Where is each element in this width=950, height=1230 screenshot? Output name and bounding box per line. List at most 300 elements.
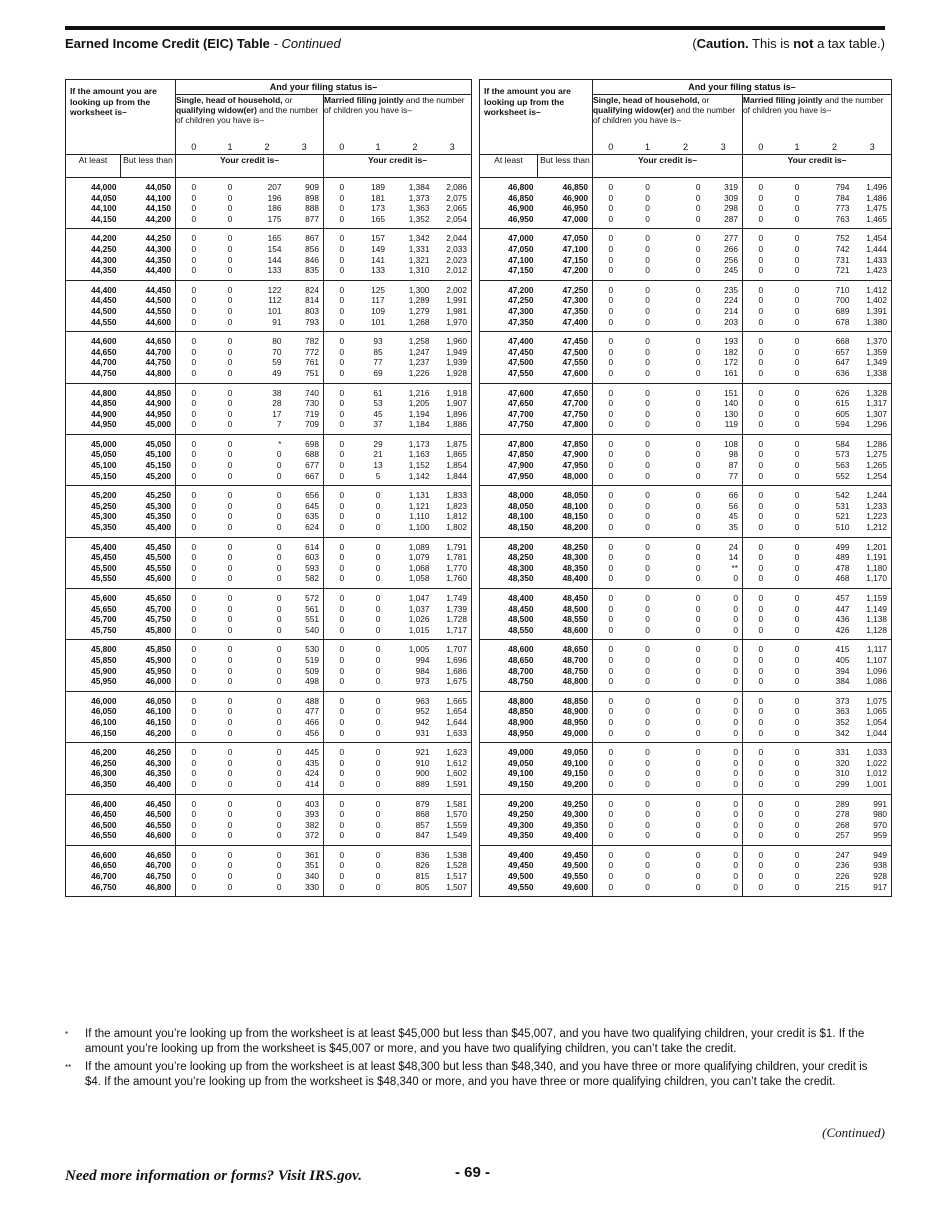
at-least-cell: 44,300 <box>91 254 117 265</box>
at-least-cell: 45,800 <box>66 640 121 655</box>
kids-count-0: 0 <box>176 141 212 155</box>
at-least-cell: 49,550 <box>508 881 534 892</box>
mfj-3-cell: 1,559 <box>446 819 468 830</box>
single-0-cell: 0 <box>176 332 212 347</box>
mfj-3-cell: 1,654 <box>446 706 468 717</box>
mfj-1-cell: 0 <box>794 676 800 687</box>
your-credit-label: Your credit is– <box>743 155 892 178</box>
single-1-cell: 0 <box>645 665 650 676</box>
single-0-cell: 0 <box>191 860 197 871</box>
mfj-2-cell: 415 <box>816 640 854 655</box>
mfj-3-cell: 1,265 <box>866 460 888 471</box>
single-2-cell: 0 <box>276 511 282 522</box>
but-less-than-cell: 48,050 <box>538 486 593 501</box>
at-least-cell: 44,100 <box>91 203 117 214</box>
at-least-cell: 47,850 <box>508 449 534 460</box>
mfj-1-cell: 0 <box>375 614 381 625</box>
kids-count-0: 0 <box>324 141 360 155</box>
but-less-than-cell: 44,150 <box>121 203 176 214</box>
footnote-double-star <box>65 1060 885 1090</box>
mfj-0-cell: 0 <box>743 691 779 706</box>
mfj-1-cell: 0 <box>375 511 381 522</box>
mfj-0-cell: 0 <box>339 203 345 214</box>
mfj-3-cell: 1,770 <box>446 562 468 573</box>
single-1-cell: 0 <box>212 640 249 655</box>
footnote-single-star <box>65 1027 885 1057</box>
at-least-label: At least <box>480 155 538 178</box>
at-least-cell: 48,300 <box>508 562 534 573</box>
mfj-3-cell: 1,517 <box>446 871 468 882</box>
single-0-cell: 0 <box>176 280 212 295</box>
mfj-1-cell: 101 <box>371 316 385 327</box>
mfj-1-cell: 5 <box>375 470 381 481</box>
mfj-1-cell: 0 <box>779 434 816 449</box>
at-least-cell: 49,000 <box>480 743 538 758</box>
single-0-cell: 0 <box>176 486 212 501</box>
mfj-3-cell: 1,812 <box>446 511 468 522</box>
header-row-filing <box>66 80 472 95</box>
but-less-than-label: But less than <box>538 155 593 178</box>
single-0-cell: 0 <box>191 871 197 882</box>
mfj-2-cell: 731 <box>835 254 850 265</box>
single-3-cell: 740 <box>286 383 324 398</box>
header-row-filing <box>480 80 892 95</box>
mfj-0-cell: 0 <box>339 511 345 522</box>
mfj-0-cell: 0 <box>743 589 779 604</box>
mfj-1-cell: 0 <box>779 537 816 552</box>
mfj-0-cell: 0 <box>339 573 345 584</box>
at-least-cell: 46,400 <box>66 794 121 809</box>
lookup-label: If the amount you are looking up from the worksheet is– <box>66 80 176 142</box>
single-2-cell: 165 <box>249 229 286 244</box>
single-0-cell: 0 <box>191 470 197 481</box>
but-less-than-cell: 46,600 <box>121 830 176 845</box>
kids-count-1: 1 <box>360 141 397 155</box>
at-least-cell: 44,550 <box>91 316 117 327</box>
single-3-cell: 98 <box>705 449 743 460</box>
at-least-cell: 49,400 <box>480 845 538 860</box>
mfj-0-cell: 0 <box>339 522 345 533</box>
mfj-0-cell: 0 <box>339 316 345 327</box>
single-3-cell: 667 <box>286 471 324 486</box>
mfj-2-cell: 1,079 <box>408 552 430 563</box>
but-less-than-cell: 49,350 <box>538 820 593 831</box>
single-0-cell: 0 <box>608 830 614 841</box>
but-less-than-cell: 47,500 <box>538 347 593 358</box>
mfj-0-cell: 0 <box>758 727 764 738</box>
but-less-than-cell: 48,400 <box>538 573 593 588</box>
but-less-than-cell: 46,900 <box>538 193 593 204</box>
at-least-cell: 46,750 <box>91 881 117 892</box>
mfj-0-cell: 0 <box>339 552 345 563</box>
single-3-cell: 846 <box>286 255 324 266</box>
at-least-cell: 47,700 <box>508 408 534 419</box>
single-3-cell: 466 <box>286 717 324 728</box>
your-credit-label: Your credit is– <box>324 155 472 178</box>
single-2-cell: 0 <box>695 449 701 460</box>
but-less-than-cell: 46,950 <box>538 203 593 214</box>
single-0-cell: 0 <box>608 768 614 779</box>
table-row <box>480 655 892 666</box>
but-less-than-cell: 49,150 <box>538 768 593 779</box>
single-2-cell: 0 <box>695 676 701 687</box>
mfj-1-cell: 189 <box>360 178 397 193</box>
single-1-cell: 0 <box>645 460 650 471</box>
mfj-2-cell: 257 <box>835 830 850 841</box>
single-3-cell: 24 <box>705 537 743 552</box>
kids-count-3: 3 <box>286 141 324 155</box>
mfj-3-cell: 1,949 <box>446 346 468 357</box>
page-number: - 69 - <box>455 1164 491 1181</box>
but-less-than-cell: 49,400 <box>538 830 593 845</box>
single-3-cell: 77 <box>705 471 743 486</box>
but-less-than-cell: 44,250 <box>121 229 176 244</box>
but-less-than-cell: 45,300 <box>121 501 176 512</box>
mfj-3-cell: 1,001 <box>866 778 888 789</box>
mfj-0-cell: 0 <box>758 419 764 430</box>
table-row <box>66 768 472 779</box>
mfj-3-cell: 1,223 <box>866 511 888 522</box>
but-less-than-cell: 48,500 <box>538 604 593 615</box>
at-least-cell: 44,050 <box>91 192 117 203</box>
but-less-than-cell: 44,750 <box>121 357 176 368</box>
single-3-cell: 635 <box>286 511 324 522</box>
but-less-than-cell: 46,850 <box>538 178 593 193</box>
mfj-3-cell: 1,349 <box>866 357 888 368</box>
single-1-cell: 0 <box>212 537 249 552</box>
mfj-0-cell: 0 <box>758 408 764 419</box>
mfj-0-cell: 0 <box>743 434 779 449</box>
but-less-than-cell: 47,750 <box>538 409 593 420</box>
mfj-3-cell: 1,760 <box>446 573 468 584</box>
table-row <box>480 706 892 717</box>
table-row <box>66 409 472 420</box>
but-less-than-cell: 44,900 <box>121 398 176 409</box>
mfj-1-cell: 0 <box>794 881 800 892</box>
single-0-cell: 0 <box>191 819 197 830</box>
mfj-1-cell: 117 <box>371 295 385 306</box>
at-least-cell: 44,200 <box>66 229 121 244</box>
mfj-2-cell: 573 <box>835 449 850 460</box>
mfj-1-cell: 53 <box>373 398 383 409</box>
single-2-cell: 122 <box>249 280 286 295</box>
single-1-cell: 0 <box>212 434 249 449</box>
single-2-cell: 0 <box>667 537 705 552</box>
mfj-3-cell: 1,538 <box>434 845 472 860</box>
mfj-3-cell: 1,570 <box>446 809 468 820</box>
mfj-3-cell: 1,675 <box>446 676 468 687</box>
mfj-0-cell: 0 <box>339 357 345 368</box>
single-1-cell: 0 <box>227 192 233 203</box>
top-rule <box>65 26 885 30</box>
mfj-3-cell: 1,338 <box>866 367 888 378</box>
at-least-cell: 44,150 <box>91 213 117 224</box>
single-3-cell: 0 <box>705 706 743 717</box>
mfj-2-cell: 752 <box>816 229 854 244</box>
mfj-2-cell: 594 <box>835 419 850 430</box>
single-3-cell: 835 <box>286 265 324 280</box>
single-2-cell: 0 <box>249 537 286 552</box>
single-2-cell: 0 <box>249 845 286 860</box>
single-2-cell: 0 <box>695 522 701 533</box>
mfj-3-cell: 980 <box>873 809 888 820</box>
but-less-than-cell: 47,900 <box>538 449 593 460</box>
at-least-cell: 48,700 <box>508 665 534 676</box>
mfj-2-cell: 668 <box>816 332 854 347</box>
lookup-spacer <box>480 141 593 155</box>
qualifying-widow-bold: qualifying widow(er) <box>176 105 257 116</box>
at-least-cell: 46,900 <box>508 203 534 214</box>
mfj-1-cell: 0 <box>794 809 800 820</box>
single-0-cell: 0 <box>608 573 614 584</box>
single-3-cell: 235 <box>705 280 743 295</box>
at-least-cell: 48,050 <box>508 500 534 511</box>
mfj-desc <box>324 95 472 142</box>
table-row <box>66 573 472 588</box>
mfj-0-cell: 0 <box>324 280 360 295</box>
single-0-cell: 0 <box>176 743 212 758</box>
mfj-3-cell: 959 <box>873 830 888 841</box>
single-2-cell: 0 <box>695 203 701 214</box>
but-less-than-cell: 44,350 <box>121 255 176 266</box>
single-1-cell: 0 <box>227 316 233 327</box>
mfj-0-cell: 0 <box>324 691 360 706</box>
mfj-0-cell: 0 <box>339 871 345 882</box>
at-least-cell: 47,000 <box>480 229 538 244</box>
mfj-0-cell: 0 <box>758 470 764 481</box>
single-1-cell: 0 <box>629 486 667 501</box>
single-2-cell: 0 <box>695 573 701 584</box>
mfj-1-cell: 0 <box>375 881 381 892</box>
but-less-than-cell: 48,450 <box>538 589 593 604</box>
single-3-cell: 56 <box>705 501 743 512</box>
mfj-1-cell: 69 <box>373 367 383 378</box>
single-1-cell: 0 <box>629 178 667 193</box>
but-less-than-cell: 48,600 <box>538 625 593 640</box>
single-0-cell: 0 <box>608 295 614 306</box>
table-row <box>480 676 892 691</box>
mfj-2-cell: 1,363 <box>408 203 430 214</box>
but-less-than-cell: 49,600 <box>538 882 593 897</box>
mfj-1-cell: 0 <box>375 819 381 830</box>
single-3-cell: 0 <box>705 666 743 677</box>
single-2-cell: 0 <box>695 265 701 276</box>
but-less-than-cell: 44,550 <box>121 306 176 317</box>
single-3-cell: 582 <box>286 573 324 588</box>
mfj-0-cell: 0 <box>758 213 764 224</box>
single-1-cell: 0 <box>212 845 249 860</box>
single-0-cell: 0 <box>593 537 629 552</box>
table-row <box>66 368 472 383</box>
mfj-0-cell: 0 <box>324 845 360 860</box>
mfj-3-cell: 1,012 <box>866 768 888 779</box>
kids-count-3: 3 <box>854 141 892 155</box>
at-least-cell: 47,950 <box>508 470 534 481</box>
at-least-cell: 46,450 <box>91 809 117 820</box>
single-1-cell: 0 <box>227 768 233 779</box>
at-least-cell: 46,500 <box>91 819 117 830</box>
mfj-1-cell: 173 <box>371 203 385 214</box>
at-least-cell: 48,400 <box>480 589 538 604</box>
but-less-than-cell: 47,650 <box>538 383 593 398</box>
mfj-0-cell: 0 <box>324 332 360 347</box>
mfj-1-cell: 0 <box>794 408 800 419</box>
but-less-than-cell: 48,350 <box>538 563 593 574</box>
but-less-than-cell: 45,850 <box>121 640 176 655</box>
mfj-2-cell: 1,194 <box>408 408 430 419</box>
mfj-2-cell: 447 <box>835 603 850 614</box>
mfj-2-cell: 394 <box>835 665 850 676</box>
mfj-0-cell: 0 <box>758 562 764 573</box>
but-less-than-cell: 46,450 <box>121 794 176 809</box>
mfj-2-cell: 1,226 <box>408 367 430 378</box>
single-3-cell: 382 <box>286 820 324 831</box>
single-2-cell: 0 <box>695 316 701 327</box>
single-0-cell: 0 <box>593 743 629 758</box>
but-less-than-cell: 47,400 <box>538 317 593 332</box>
mfj-2-cell: 815 <box>415 871 430 882</box>
single-2-cell: 0 <box>695 470 701 481</box>
table-row <box>66 214 472 229</box>
single-2-cell: 0 <box>695 552 701 563</box>
but-less-than-cell: 46,050 <box>121 691 176 706</box>
mfj-2-cell: 563 <box>835 460 850 471</box>
at-least-cell: 45,650 <box>91 603 117 614</box>
lookup-label: If the amount you are looking up from the worksheet is– <box>480 80 593 142</box>
mfj-1-cell: 0 <box>779 691 816 706</box>
single-2-cell: 0 <box>249 794 286 809</box>
table-row <box>66 511 472 522</box>
single-1-cell: 0 <box>227 830 233 841</box>
single-3-cell: 193 <box>705 332 743 347</box>
single-0-cell: 0 <box>191 727 197 738</box>
mfj-2-cell: 994 <box>415 654 430 665</box>
mfj-0-cell: 0 <box>339 716 345 727</box>
but-less-than-cell: 45,250 <box>121 486 176 501</box>
but-less-than-cell: 48,850 <box>538 691 593 706</box>
single-3-cell: 551 <box>286 614 324 625</box>
kids-count-0: 0 <box>743 141 779 155</box>
mfj-1-cell: 0 <box>375 522 381 533</box>
single-0-cell: 0 <box>608 265 614 276</box>
single-0-cell: 0 <box>176 178 212 193</box>
single-1-cell: 0 <box>645 357 650 368</box>
mfj-3-cell: 1,739 <box>446 603 468 614</box>
mfj-2-cell: 1,005 <box>397 640 434 655</box>
mfj-3-cell: 1,612 <box>446 757 468 768</box>
single-2-cell: 0 <box>695 460 701 471</box>
table-row <box>66 332 472 347</box>
mfj-3-cell: 1,275 <box>866 449 888 460</box>
at-least-cell: 47,900 <box>508 460 534 471</box>
single-0-cell: 0 <box>593 691 629 706</box>
single-3-cell: 793 <box>286 317 324 332</box>
at-least-cell: 44,650 <box>91 346 117 357</box>
at-least-cell: 47,800 <box>480 434 538 449</box>
mfj-1-cell: 0 <box>794 398 800 409</box>
mfj-3-cell: 928 <box>873 871 888 882</box>
single-3-cell: 224 <box>705 295 743 306</box>
at-least-cell: 46,150 <box>91 727 117 738</box>
table-row <box>480 244 892 255</box>
table-row <box>66 779 472 794</box>
at-least-cell: 48,150 <box>508 522 534 533</box>
at-least-cell: 46,550 <box>91 830 117 841</box>
single-0-cell: 0 <box>608 511 614 522</box>
single-0-cell: 0 <box>191 706 197 717</box>
mfj-3-cell: 1,918 <box>434 383 472 398</box>
single-3-cell: 509 <box>286 666 324 677</box>
at-least-cell: 44,900 <box>91 408 117 419</box>
single-0-cell: 0 <box>191 449 197 460</box>
single-2-cell: 0 <box>276 573 282 584</box>
single-1-cell: 0 <box>645 346 650 357</box>
at-least-cell: 45,000 <box>66 434 121 449</box>
single-2-cell: 49 <box>272 367 282 378</box>
mfj-1-cell: 29 <box>360 434 397 449</box>
mfj-0-cell: 0 <box>324 589 360 604</box>
but-less-than-cell: 44,850 <box>121 383 176 398</box>
single-1-cell: 0 <box>645 757 650 768</box>
table-row <box>66 347 472 358</box>
at-least-cell: 44,500 <box>91 305 117 316</box>
mfj-1-cell: 0 <box>375 654 381 665</box>
single-3-cell: 645 <box>286 501 324 512</box>
mfj-0-cell: 0 <box>758 768 764 779</box>
single-3-cell: 0 <box>705 614 743 625</box>
but-less-than-cell: 48,700 <box>538 655 593 666</box>
single-2-cell: 0 <box>695 243 701 254</box>
but-less-than-cell: 45,450 <box>121 537 176 552</box>
mfj-1-cell: 0 <box>794 367 800 378</box>
single-0-cell: 0 <box>608 665 614 676</box>
table-row <box>480 768 892 779</box>
but-less-than-cell: 48,650 <box>538 640 593 655</box>
table-row <box>480 332 892 347</box>
single-3-cell: 0 <box>705 871 743 882</box>
header-row-columns <box>66 155 472 178</box>
single-0-cell: 0 <box>191 346 197 357</box>
mfj-1-cell: 0 <box>779 743 816 758</box>
table-row <box>480 214 892 229</box>
mfj-2-cell: 1,173 <box>397 434 434 449</box>
mfj-1-cell: 0 <box>794 727 800 738</box>
at-least-cell: 48,500 <box>508 614 534 625</box>
table-row <box>480 317 892 332</box>
single-0-cell: 0 <box>176 537 212 552</box>
mfj-0-cell: 0 <box>758 460 764 471</box>
mfj-0-cell: 0 <box>758 192 764 203</box>
table-row <box>480 537 892 552</box>
single-0-cell: 0 <box>593 486 629 501</box>
single-3-cell: 709 <box>286 419 324 434</box>
mfj-3-cell: 1,096 <box>866 665 888 676</box>
mfj-3-cell: 1,180 <box>866 562 888 573</box>
at-least-cell: 46,700 <box>91 871 117 882</box>
mfj-3-cell: 1,475 <box>866 203 888 214</box>
mfj-1-cell: 0 <box>794 500 800 511</box>
single-3-cell: 824 <box>286 280 324 295</box>
kids-count-1: 1 <box>629 141 667 155</box>
single-2-cell: 0 <box>276 809 282 820</box>
single-1-cell: 0 <box>227 213 233 224</box>
but-less-than-cell: 47,700 <box>538 398 593 409</box>
single-0-cell: 0 <box>608 860 614 871</box>
mfj-2-cell: 552 <box>835 470 850 481</box>
single-3-cell: 319 <box>705 178 743 193</box>
single-0-cell: 0 <box>176 845 212 860</box>
mfj-2-cell: 647 <box>835 357 850 368</box>
